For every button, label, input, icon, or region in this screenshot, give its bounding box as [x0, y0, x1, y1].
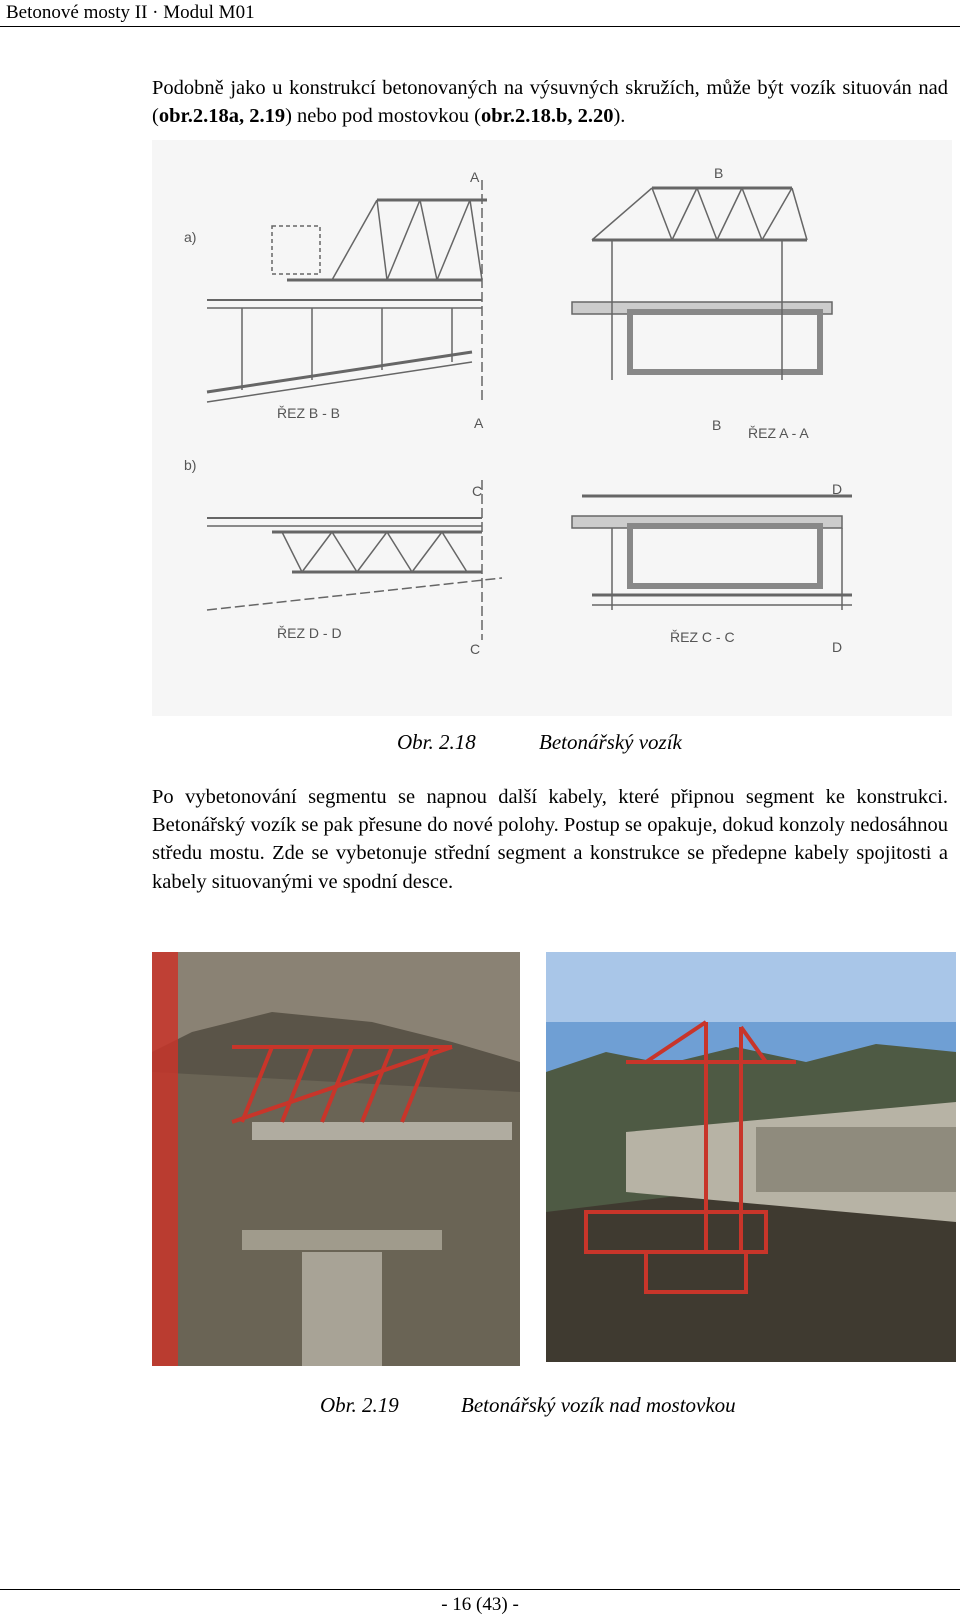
label-section-d-top: D: [832, 481, 843, 497]
label-rez-cc: ŘEZ C - C: [670, 629, 735, 645]
body-paragraph: [152, 783, 948, 896]
photo-traveller-on-pier: [152, 952, 520, 1366]
para1-text-after: ).: [613, 105, 626, 128]
label-rez-dd: ŘEZ D - D: [277, 625, 342, 641]
label-section-a-bottom: A: [474, 415, 484, 431]
label-a: a): [184, 229, 197, 245]
figure-2-18-number: Obr. 2.18: [397, 730, 476, 754]
figure-2-18-drawing: [152, 140, 952, 716]
para1-ref-1: obr.2.18a, 2.19: [158, 105, 286, 128]
header-title: Betonové mosty II · Modul M01: [6, 2, 255, 23]
intro-paragraph: [152, 74, 948, 130]
label-rez-aa: ŘEZ A - A: [748, 425, 809, 441]
figure-2-19-caption: Betonářský vozík nad mostovkou: [461, 1393, 736, 1417]
label-section-c-top: C: [472, 483, 483, 499]
page-header: [0, 0, 960, 26]
figure-2-19-number: Obr. 2.19: [320, 1393, 399, 1417]
page-number: - 16 (43) -: [441, 1594, 519, 1615]
para2-text: Po vybetonování segmentu se napnou další kabely, které připnou segment ke konstrukci. Betonářský vozík se pak přesune do nové polohy. Postup se opakuje, dokud konzoly nedosáhnou středu mostu. Zde se vybetonuje střední segment a konstrukce se předepne kabely spojitosti a kabely situovanými ve spodní desce.: [152, 786, 948, 893]
form-traveller-drawing: [152, 140, 952, 716]
footer-rule: [0, 1589, 960, 1590]
label-rez-bb: ŘEZ B - B: [277, 405, 341, 421]
header-rule: [0, 26, 960, 27]
label-section-c-bottom: C: [470, 641, 481, 657]
label-section-b-bottom: B: [712, 417, 722, 433]
photo-2-image: [546, 952, 956, 1362]
label-section-b-top: B: [714, 165, 724, 181]
photo-traveller-above-deck: [546, 952, 956, 1362]
label-b: b): [184, 457, 197, 473]
label-section-a-top: A: [470, 169, 480, 185]
figure-2-18-caption: Betonářský vozík: [539, 730, 682, 754]
label-section-d-bottom: D: [832, 639, 843, 655]
para1-text-mid: ) nebo pod mostovkou (: [285, 105, 481, 128]
para1-text-before: Podobně jako u konstrukcí betonovaných na výsuvných skružích, může být vozík situován nad (: [152, 77, 948, 128]
photo-1-image: [152, 952, 520, 1366]
para1-ref-2: obr.2.18.b, 2.20: [480, 105, 614, 128]
